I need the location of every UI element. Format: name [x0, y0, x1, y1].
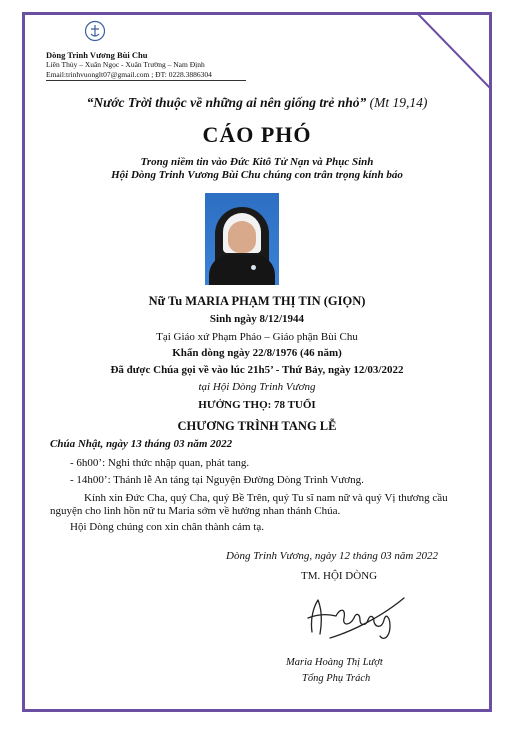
- funeral-program-title: CHƯƠNG TRÌNH TANG LỄ: [177, 419, 337, 433]
- quote-text: “Nước Trời thuộc về những ai nên giống trẻ nhỏ”: [86, 95, 367, 110]
- age-at-death: HƯỞNG THỌ: 78 TUỔI: [198, 399, 316, 411]
- birth-date: Sinh ngày 8/12/1944: [209, 313, 305, 325]
- quote-reference: (Mt 19,14): [369, 95, 428, 110]
- funeral-date: Chúa Nhật, ngày 13 tháng 03 năm 2022: [50, 438, 233, 450]
- handwritten-signature: [300, 588, 410, 648]
- page-title: CÁO PHÓ: [202, 122, 312, 147]
- death-place: tại Hội Dòng Trinh Vương: [198, 381, 316, 393]
- letterhead: [46, 20, 212, 80]
- death-date: Đã được Chúa gọi về vào lúc 21h5’ - Thứ Bảy, ngày 12/03/2022: [110, 364, 404, 376]
- signoff-org: TM. HỘI DÒNG: [301, 570, 378, 582]
- header-divider: [46, 80, 246, 81]
- intro-line-2: Hội Dòng Trinh Vương Bùi Chu chúng con trân trọng kính báo: [111, 169, 403, 181]
- program-item-2: - 14h00’: Thánh lễ An táng tại Nguyện Đường Dòng Trinh Vương.: [70, 474, 364, 486]
- org-contact: Email:trinhvuonglt07@gmail.com ; ĐT: 0228.3886304: [46, 70, 212, 79]
- program-item-1: - 6h00’: Nghi thức nhập quan, phát tang.: [70, 457, 250, 469]
- signatory-name: Maria Hoàng Thị Lượt: [286, 657, 383, 668]
- deceased-portrait: [205, 193, 279, 285]
- intro-line-1: Trong niềm tin vào Đức Kitô Tử Nạn và Phục Sinh: [140, 156, 374, 168]
- signoff-date: Dòng Trinh Vương, ngày 12 tháng 03 năm 2022: [226, 550, 439, 562]
- prayer-request: Kính xin Đức Cha, quý Cha, quý Bề Trên, quý Tu sĩ nam nữ và quý Vị thương cầu nguyện cho linh hồn nữ tu Maria sớm về hưởng nhan thánh Chúa.: [50, 492, 448, 517]
- scripture-quote: [22, 95, 492, 111]
- congregation-logo-icon: [84, 20, 106, 42]
- page-frame: [22, 12, 492, 712]
- deceased-name: Nữ Tu MARIA PHẠM THỊ TIN (GIỌN): [148, 294, 366, 308]
- thanks-line: Hội Dòng chúng con xin chân thành cảm tạ.: [70, 521, 264, 533]
- org-name: Dòng Trinh Vương Bùi Chu: [46, 50, 148, 60]
- intro-text: [22, 156, 492, 182]
- org-address: Liên Thủy – Xuân Ngọc - Xuân Trường – Nam Định: [46, 60, 205, 69]
- vows-date: Khấn dòng ngày 22/8/1976 (46 năm): [172, 347, 342, 359]
- parish: Tại Giáo xứ Phạm Pháo – Giáo phận Bùi Chu: [156, 331, 358, 343]
- signatory-role: Tổng Phụ Trách: [302, 673, 371, 684]
